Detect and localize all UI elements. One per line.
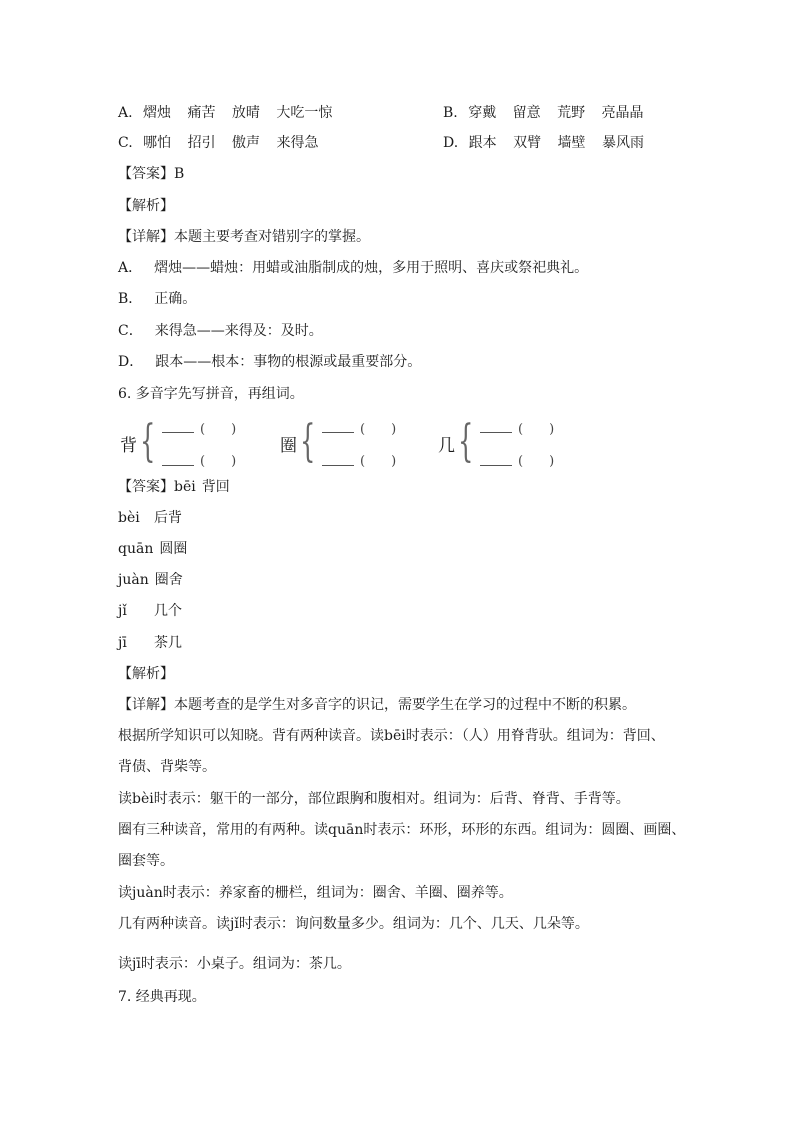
option-c: C. 哪怕 招引 傲声 来得急 [118,135,319,151]
pinyin-blank [162,465,194,466]
q5-note-a: A． 熠烛——蜡烛：用蜡或油脂制成的烛，多用于照明、喜庆或祭祀典礼。 [118,260,589,276]
answer-tag: 【答案】 [118,166,174,182]
q6-answer-6: jī 茶几 [118,635,182,651]
q6-answer-1: 【答案】bēi 背回 [118,479,230,495]
q5-note-d: D． 跟本——根本：事物的根源或最重要部分。 [118,354,422,370]
q5-analysis-tag: 【解析】 [118,198,174,214]
polyphone-char: 几 [438,436,455,456]
q6-para3-line2: 圈套等。 [118,853,174,869]
q6-title: 6. 多音字先写拼音，再组词。 [118,386,304,402]
q6-analysis-tag: 【解析】 [118,666,174,682]
option-b: B. 穿戴 留意 荒野 亮晶晶 [443,105,644,121]
q6-answer-2: bèi 后背 [118,510,182,526]
polyphone-char: 圈 [280,436,297,456]
pinyin-blank [162,432,194,433]
brace-icon: { [300,416,316,467]
word-blank: ( ) [200,454,237,469]
q5-note-b: B． 正确。 [118,291,197,307]
option-d: D. 跟本 双臂 墙壁 暴风雨 [443,135,644,151]
polyphone-figure [118,416,588,470]
q6-detail: 【详解】本题考查的是学生对多音字的识记，需要学生在学习的过程中不断的积累。 [118,697,636,713]
pinyin-blank [480,432,512,433]
q6-para3-line1: 圈有三种读音，常用的有两种。读quān时表示：环形，环形的东西。组词为：圆圈、画圈、 [118,822,686,838]
q6-para5: 几有两种读音。读jǐ时表示：询问数量多少。组词为：几个、几天、几朵等。 [118,916,589,932]
q6-para1-line1: 根据所学知识可以知晓。背有两种读音。读bēi时表示：（人）用脊背驮。组词为：背回、 [118,728,665,744]
polyphone-char: 背 [120,436,137,456]
word-blank: ( ) [200,422,237,437]
pinyin-blank [322,465,354,466]
brace-icon: { [140,416,156,467]
q6-para2: 读bèi时表示：躯干的一部分，部位跟胸和腹相对。组词为：后背、脊背、手背等。 [118,791,630,807]
word-blank: ( ) [518,422,555,437]
word-blank: ( ) [518,454,555,469]
q6-answer-5: jǐ 几个 [118,603,182,619]
word-blank: ( ) [360,422,397,437]
pinyin-blank [322,432,354,433]
word-blank: ( ) [360,454,397,469]
q5-note-c: C． 来得急——来得及：及时。 [118,323,323,339]
q7-title: 7. 经典再现。 [118,989,206,1005]
q6-para1-line2: 背债、背柴等。 [118,759,216,775]
q5-answer [118,164,184,184]
q6-answer-4: juàn 圈舍 [118,572,183,588]
q5-detail: 【详解】本题主要考查对错别字的掌握。 [118,229,370,245]
option-a: A. 熠烛 痛苦 放晴 大吃一惊 [118,105,333,121]
answer-value: B [174,166,185,182]
q6-answer-3: quān 圆圈 [118,541,188,557]
brace-icon: { [458,416,474,467]
pinyin-blank [480,465,512,466]
q6-para4: 读juàn时表示：养家畜的栅栏，组词为：圈舍、羊圈、圈养等。 [118,885,513,901]
q6-para6: 读jī时表示：小桌子。组词为：茶几。 [118,956,351,972]
